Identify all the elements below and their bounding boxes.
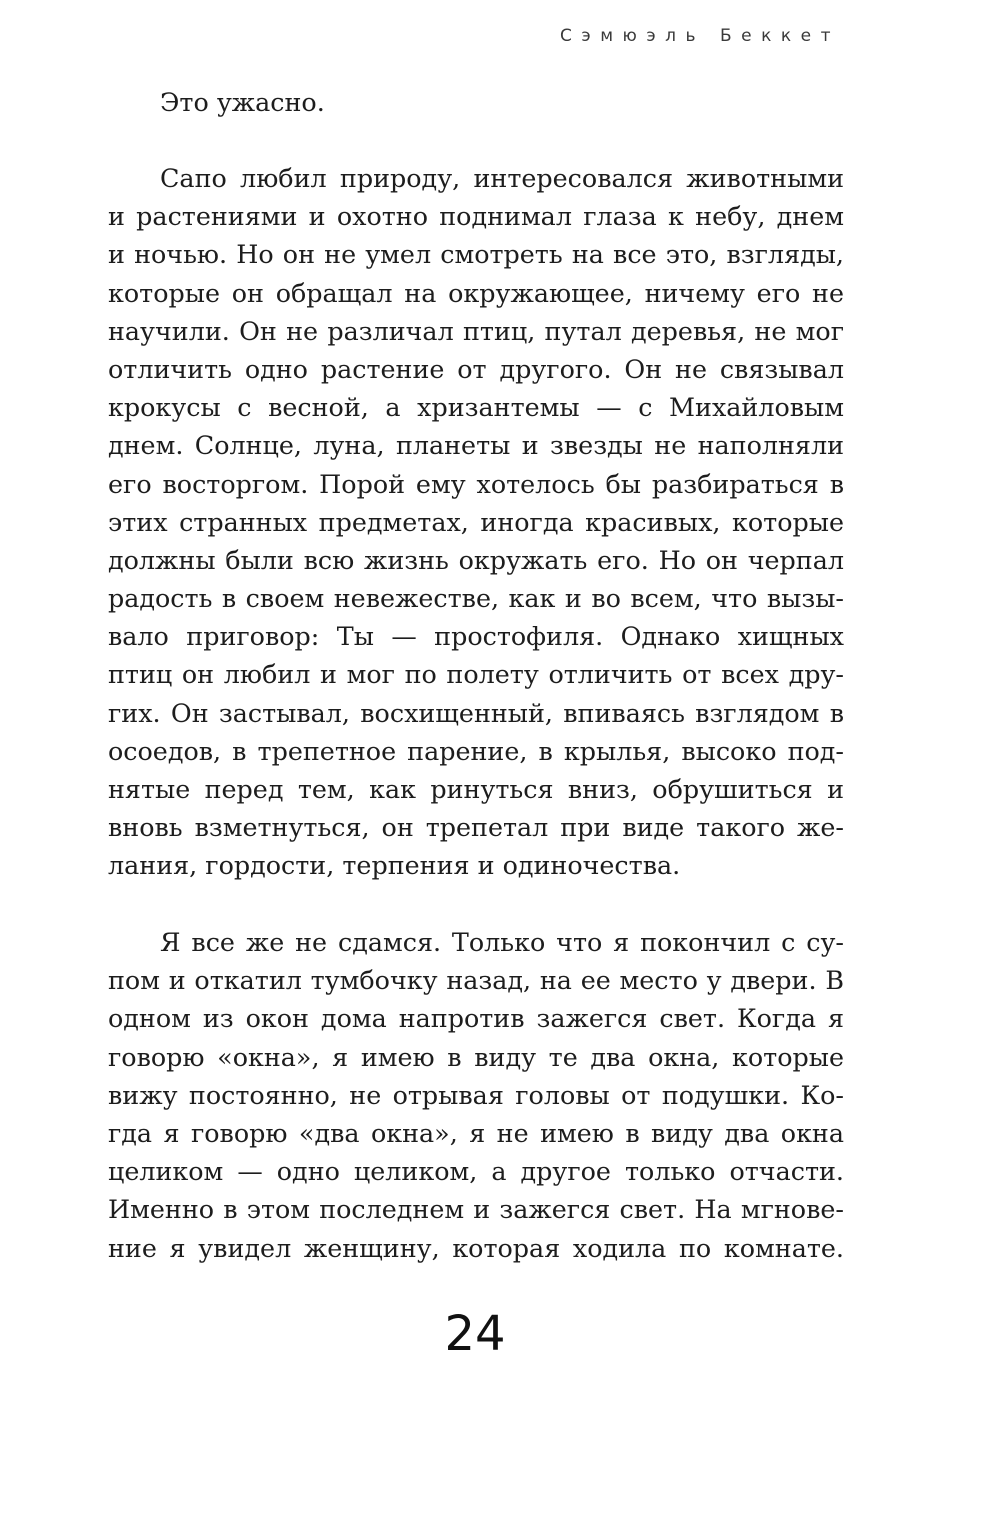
text-line: одном из окон дома напротив зажегся свет. Когда я: [108, 1003, 844, 1034]
text-line: должны были всю жизнь окружать его. Но он черпал: [108, 544, 844, 575]
text-line: пом и откатил тумбочку назад, на ее место у двери. В: [108, 965, 844, 996]
text-line: этих странных предметах, иногда красивых, которые: [108, 506, 844, 537]
text-line: лания, гордости, терпения и одиночества.: [108, 850, 681, 881]
text-line: Я все же не сдамся. Только что я покончил с су-: [160, 927, 844, 957]
text-line: осоедов, в трепетное парение, в крылья, высоко под-: [108, 735, 844, 766]
text-line: ние я увидел женщину, которая ходила по комнате.: [108, 1232, 844, 1263]
text-line: Сапо любил природу, интересовался животными: [160, 163, 844, 193]
text-line: которые он обращал на окружающее, ничему его не: [108, 277, 844, 308]
text-line: птиц он любил и мог по полету отличить от всех дру-: [108, 659, 844, 690]
text-line: Именно в этом последнем и зажегся свет. На мгнове-: [108, 1194, 844, 1225]
page-number: 24: [444, 1306, 506, 1362]
text-line: гда я говорю «два окна», я не имею в виду два окна: [108, 1117, 844, 1148]
text-line: Это ужасно.: [160, 87, 325, 117]
text-line: научили. Он не различал птиц, путал деревья, не мог: [108, 315, 844, 346]
text-line: вало приговор: Ты — простофиля. Однако хищных: [108, 621, 844, 652]
text-line: радость в своем невежестве, как и во всем, что вызы-: [108, 583, 844, 614]
text-line: и растениями и охотно поднимал глаза к небу, днем: [108, 201, 844, 232]
text-line: вновь взметнуться, он трепетал при виде такого же-: [108, 812, 844, 843]
text-line: и ночью. Но он не умел смотреть на все это, взгляды,: [108, 239, 844, 270]
text-line: гих. Он застывал, восхищенный, впиваясь взглядом в: [108, 697, 844, 728]
paragraph-1: [108, 83, 844, 121]
running-head-author: Сэмюэль Беккет: [560, 26, 840, 46]
text-line: отличить одно растение от другого. Он не связывал: [108, 353, 844, 384]
text-line: вижу постоянно, не отрывая головы от подушки. Ко-: [108, 1079, 844, 1110]
paragraph-2: [108, 159, 844, 885]
text-line: нятые перед тем, как ринуться вниз, обрушиться и: [108, 774, 844, 804]
paragraph-3: [108, 923, 844, 1267]
text-line: днем. Солнце, луна, планеты и звезды не наполняли: [108, 430, 844, 461]
text-line: его восторгом. Порой ему хотелось бы разбираться в: [108, 468, 844, 499]
text-line: говорю «окна», я имею в виду те два окна, которые: [108, 1041, 844, 1072]
text-line: крокусы с весной, а хризантемы — с Михайловым: [108, 392, 844, 423]
text-line: целиком — одно целиком, а другое только отчасти.: [108, 1156, 844, 1187]
